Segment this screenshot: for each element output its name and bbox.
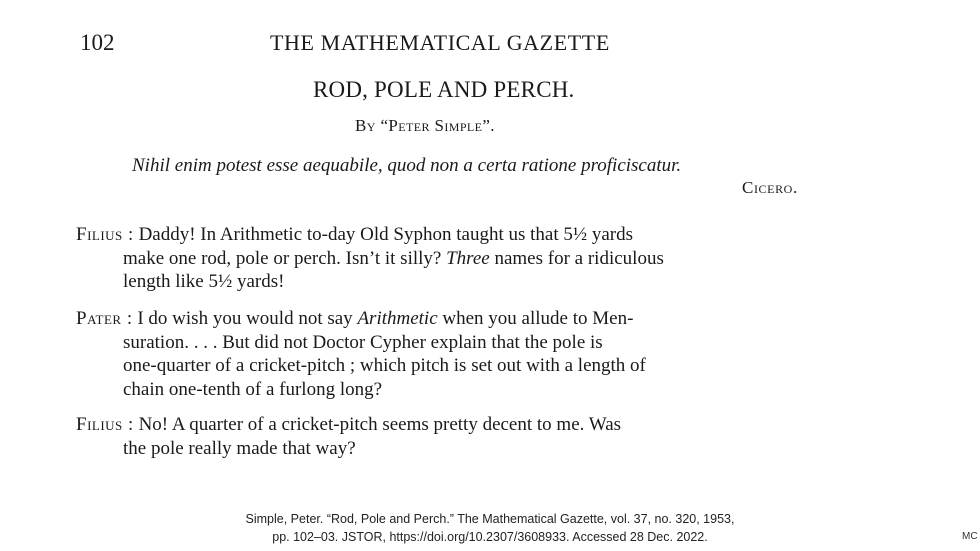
page-number: 102 (80, 30, 115, 55)
dialogue-text: suration. . . . But did not Doctor Cypher explain that the pole is (123, 331, 603, 353)
dialogue-text: chain one-tenth of a furlong long? (123, 378, 383, 400)
dialogue-text: make one rod, pole or perch. Isn’t it silly? (123, 247, 442, 269)
epigraph-attribution: Cicero. (742, 178, 798, 197)
journal-header: THE MATHEMATICAL GAZETTE (270, 30, 610, 55)
speaker-label: Filius : (76, 414, 134, 435)
dialogue-text: Daddy! In Arithmetic to-day Old Syphon taught us that 5½ yards (138, 224, 634, 245)
source-citation (0, 511, 980, 546)
dialogue-line (76, 413, 866, 437)
dialogue-line (76, 307, 866, 331)
dialogue-text: length like 5½ yards! (123, 271, 285, 292)
article-title: ROD, POLE AND PERCH. (313, 77, 575, 102)
citation-line: Simple, Peter. “Rod, Pole and Perch.” The Mathematical Gazette, vol. 37, no. 320, 1953, (245, 512, 735, 526)
dialogue-line (76, 223, 866, 247)
epigraph: Nihil enim potest esse aequabile, quod non a certa ratione proficiscatur. (132, 155, 682, 176)
citation-line: pp. 102–03. JSTOR, https://doi.org/10.2307/3608933. Accessed 28 Dec. 2022. (272, 529, 708, 544)
dialogue-line (76, 437, 866, 461)
speaker-label: Filius : (76, 224, 134, 245)
article-byline: By “Peter Simple”. (355, 116, 495, 135)
dialogue-paragraph-pater (76, 307, 866, 401)
dialogue-paragraph-filius-1 (76, 223, 866, 294)
dialogue-paragraph-filius-2 (76, 413, 866, 460)
dialogue-text: the pole really made that way? (123, 437, 356, 459)
dialogue-text: I do wish you would not say (137, 308, 353, 329)
corner-mark: MC (962, 531, 978, 542)
dialogue-line (76, 354, 866, 378)
dialogue-text: names for a ridiculous (494, 247, 664, 269)
dialogue-text: one-quarter of a cricket-pitch ; which pitch is set out with a length of (123, 355, 646, 376)
speaker-label: Pater : (76, 308, 133, 329)
emphasis-text: Arithmetic (357, 308, 438, 329)
dialogue-line (76, 247, 866, 271)
dialogue-line (76, 331, 866, 355)
dialogue-text: No! A quarter of a cricket-pitch seems pretty decent to me. Was (138, 414, 622, 435)
dialogue-text: when you allude to Men- (442, 308, 634, 329)
emphasis-text: Three (446, 247, 490, 269)
dialogue-line (76, 378, 866, 402)
dialogue-line (76, 270, 866, 294)
